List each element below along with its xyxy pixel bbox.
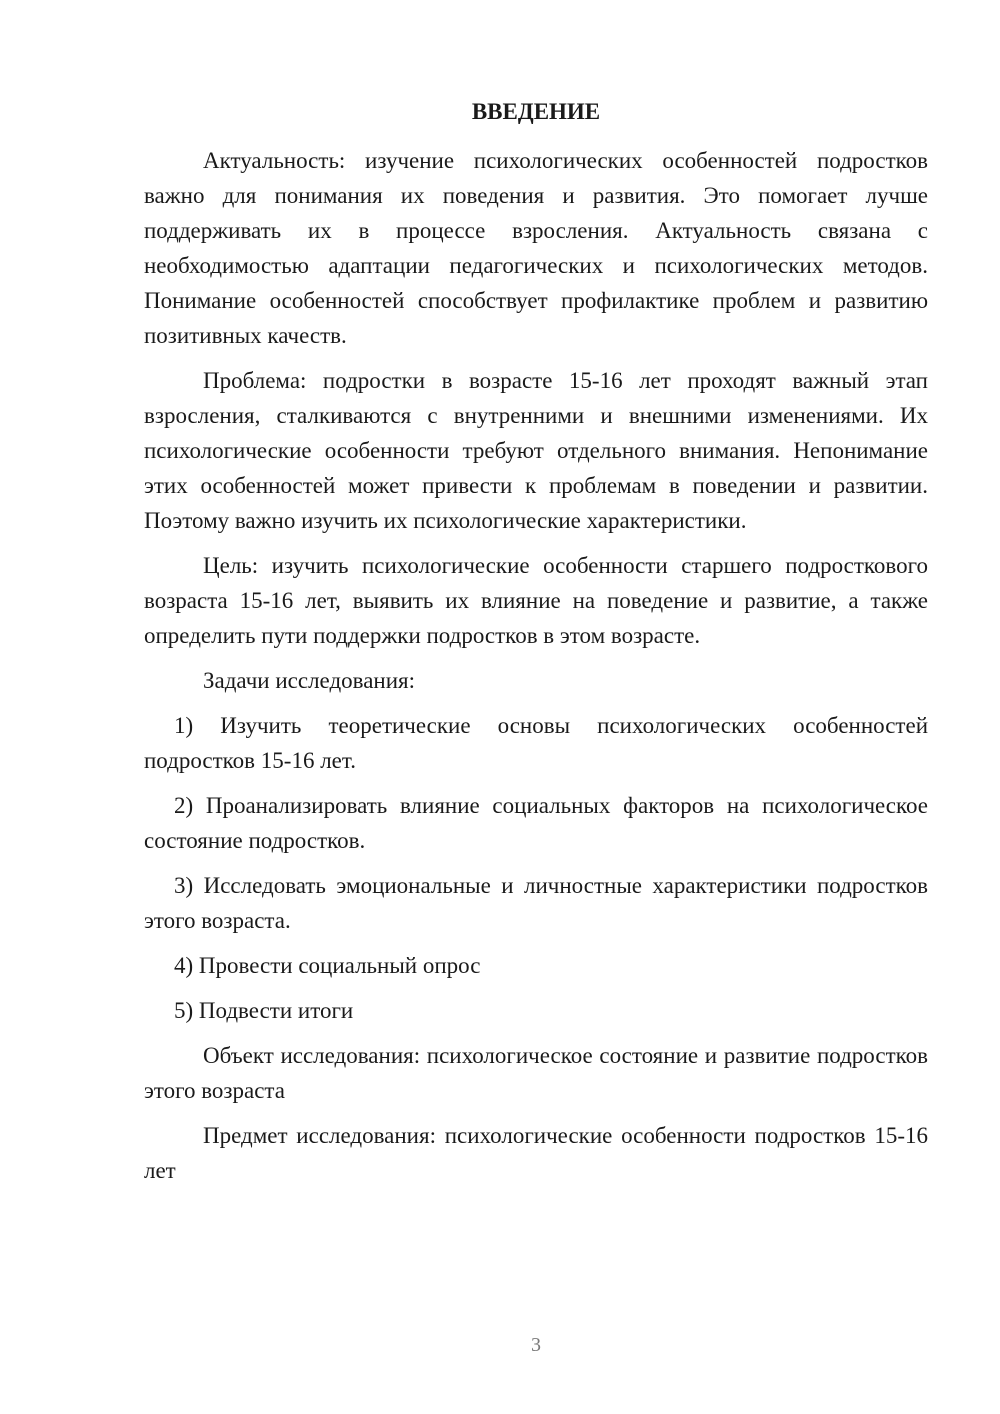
task-item-5: 5) Подвести итоги	[174, 998, 354, 1023]
page-number: 3	[531, 1334, 541, 1356]
subject-paragraph: Предмет исследования: психологические особенности подростков 15-16 лет	[144, 1123, 928, 1183]
goal-paragraph: Цель: изучить психологические особенности старшего подросткового возраста 15-16 лет, выявить их влияние на поведение и развитие, а также определить пути поддержки подростков в этом возрасте.	[144, 553, 928, 648]
task-item-2: 2) Проанализировать влияние социальных факторов на психологическое состояние подростков.	[144, 793, 928, 853]
task-item-3: 3) Исследовать эмоциональные и личностные характеристики подростков этого возраста.	[144, 873, 928, 933]
relevance-paragraph: Актуальность: изучение психологических особенностей подростков важно для понимания их поведения и развития. Это помогает лучше поддерживать их в процессе взросления. Актуальность связана с необходимостью адаптации педагогических и психологических методов. Понимание особенностей способствует профилактике проблем и развитию позитивных качеств.	[144, 148, 928, 348]
page-content	[144, 94, 928, 1198]
problem-paragraph: Проблема: подростки в возрасте 15-16 лет проходят важный этап взросления, сталкиваются с внутренними и внешними изменениями. Их психологические особенности требуют отдельного внимания. Непонимание этих особенностей может привести к проблемам в поведении и развитии. Поэтому важно изучить их психологические характеристики.	[144, 368, 928, 533]
object-paragraph: Объект исследования: психологическое состояние и развитие подростков этого возраста	[144, 1043, 928, 1103]
task-item-4: 4) Провести социальный опрос	[174, 953, 481, 978]
tasks-heading: Задачи исследования:	[203, 668, 416, 693]
page-title: ВВЕДЕНИЕ	[471, 99, 601, 124]
task-item-1: 1) Изучить теоретические основы психологических особенностей подростков 15-16 лет.	[144, 713, 928, 773]
